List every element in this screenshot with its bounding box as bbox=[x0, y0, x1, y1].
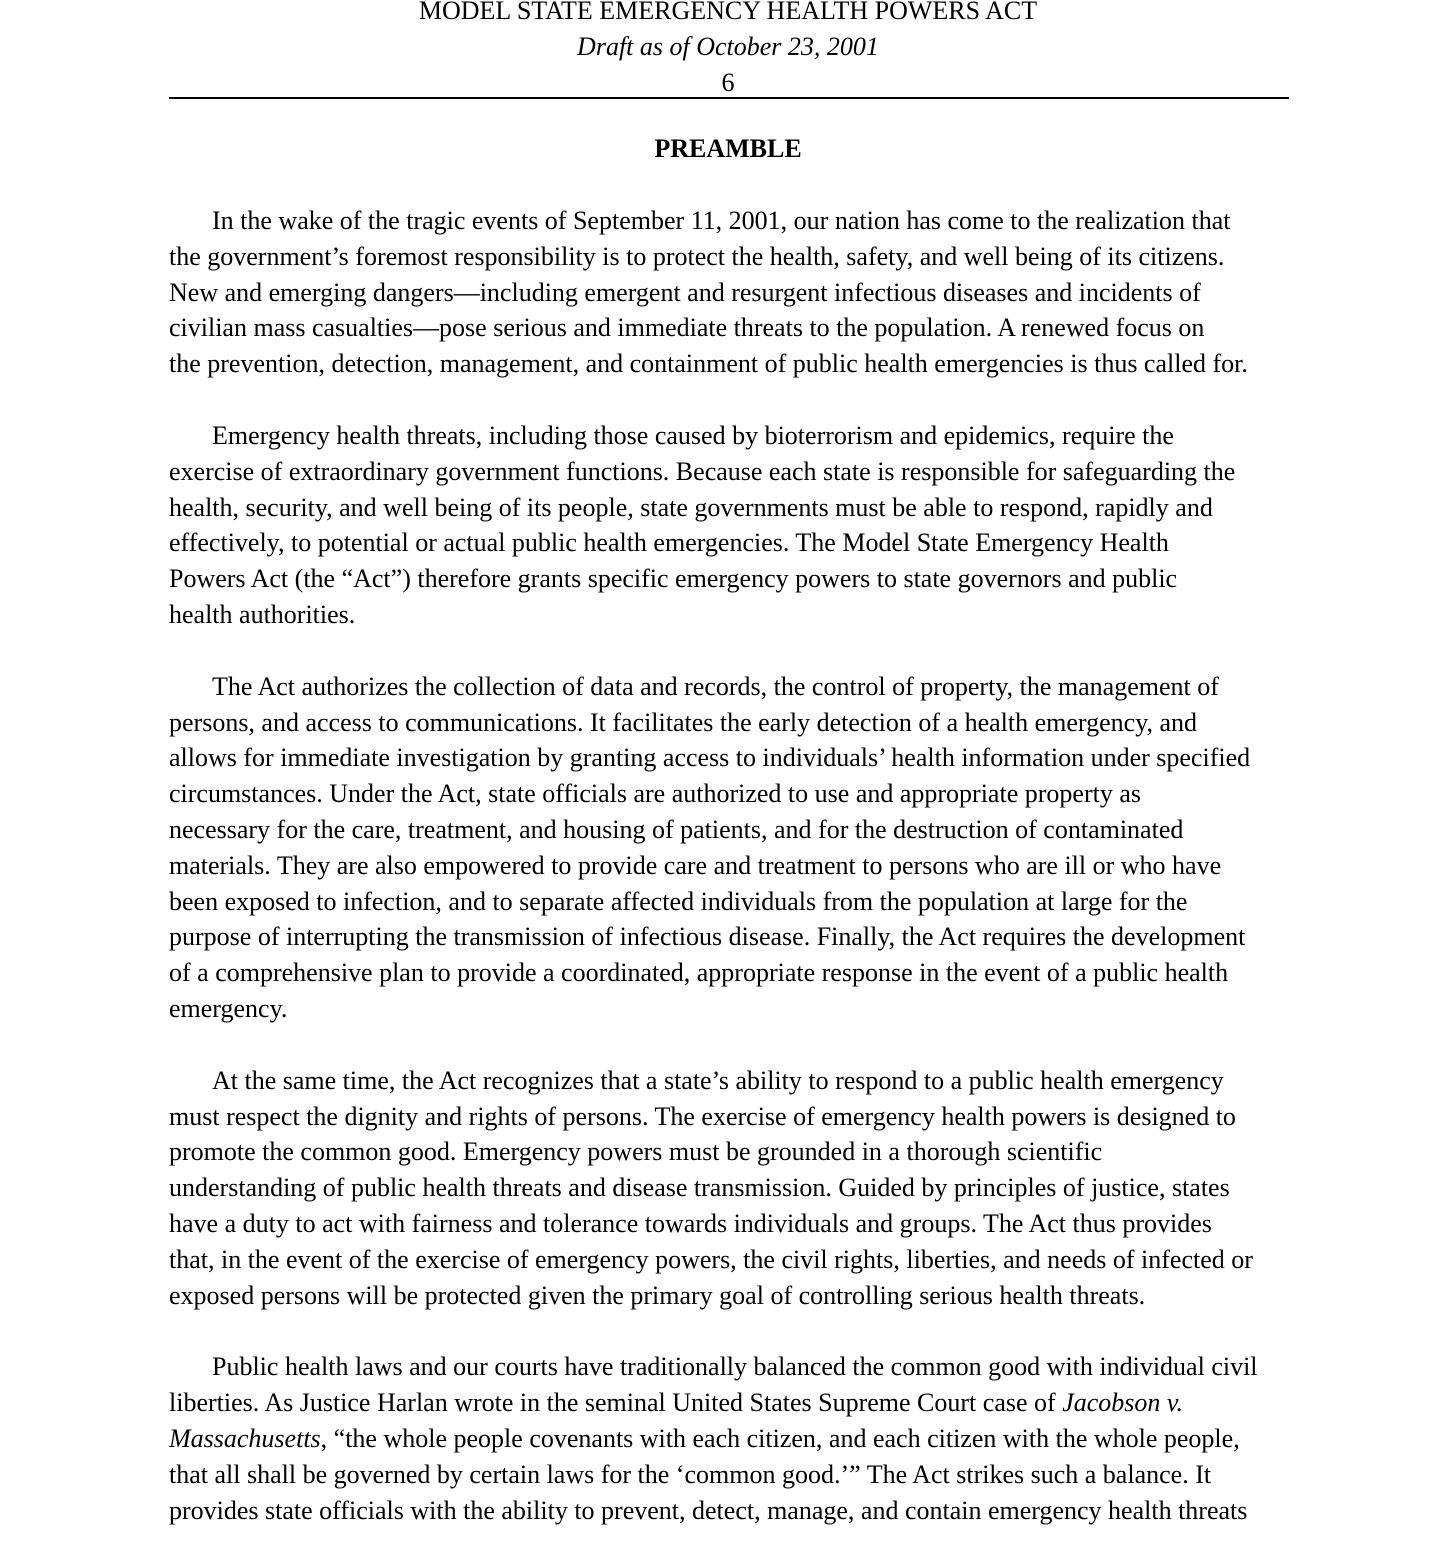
text-line: Public health laws and our courts have traditionally balanced the common good with individual civil bbox=[212, 1352, 1258, 1382]
text-line: persons, and access to communications. It facilitates the early detection of a health emergency, and bbox=[169, 707, 1198, 737]
text-line: The Act authorizes the collection of data and records, the control of property, the management of bbox=[212, 671, 1219, 701]
text-line: In the wake of the tragic events of September 11, 2001, our nation has come to the realization that bbox=[212, 206, 1231, 235]
text-line: Emergency health threats, including those caused by bioterrorism and epidemics, require the bbox=[212, 420, 1174, 450]
paragraph bbox=[169, 1349, 1384, 1528]
text-line bbox=[169, 1421, 1384, 1457]
document-title: MODEL STATE EMERGENCY HEALTH POWERS ACT bbox=[418, 0, 1038, 25]
case-citation: Jacobson v. bbox=[1062, 1388, 1183, 1418]
text-line: emergency. bbox=[169, 993, 288, 1023]
text-line: the government’s foremost responsibility is to protect the health, safety, and well being of its citizens. bbox=[169, 241, 1225, 271]
preamble-body bbox=[169, 203, 1384, 1564]
case-citation: Massachusetts bbox=[169, 1423, 321, 1453]
draft-date: Draft as of October 23, 2001 bbox=[577, 32, 879, 61]
paragraph bbox=[169, 669, 1384, 1027]
text-fragment: , “the whole people covenants with each citizen, and each citizen with the whole people, bbox=[320, 1423, 1240, 1453]
text-line bbox=[169, 1385, 1384, 1421]
text-fragment: liberties. As Justice Harlan wrote in the seminal United States Supreme Court case of bbox=[169, 1388, 1063, 1418]
text-line: civilian mass casualties—pose serious and immediate threats to the population. A renewed focus on bbox=[169, 313, 1205, 343]
text-line: have a duty to act with fairness and tolerance towards individuals and groups. The Act thus provides bbox=[169, 1208, 1212, 1238]
paragraph bbox=[169, 1063, 1384, 1314]
header-divider bbox=[169, 97, 1289, 99]
text-line: that, in the event of the exercise of emergency powers, the civil rights, liberties, and needs of infected or bbox=[169, 1244, 1253, 1274]
text-line: health, security, and well being of its people, state governments must be able to respond, rapidly and bbox=[169, 492, 1213, 522]
text-line: purpose of interrupting the transmission of infectious disease. Finally, the Act requires the development bbox=[169, 922, 1246, 952]
text-line: exposed persons will be protected given the primary goal of controlling serious health threats. bbox=[169, 1280, 1146, 1310]
text-line: understanding of public health threats and disease transmission. Guided by principles of justice, states bbox=[169, 1173, 1230, 1203]
section-heading: PREAMBLE bbox=[654, 134, 802, 163]
text-line: of a comprehensive plan to provide a coordinated, appropriate response in the event of a public health bbox=[169, 958, 1229, 988]
text-line: At the same time, the Act recognizes that a state’s ability to respond to a public health emergency bbox=[212, 1065, 1224, 1095]
paragraph bbox=[169, 203, 1384, 382]
text-line: provides state officials with the ability to prevent, detect, manage, and contain emergency health threats bbox=[169, 1495, 1248, 1525]
text-line: allows for immediate investigation by granting access to individuals’ health information under specified bbox=[169, 743, 1251, 773]
text-line: promote the common good. Emergency powers must be grounded in a thorough scientific bbox=[169, 1137, 1103, 1167]
text-line: effectively, to potential or actual public health emergencies. The Model State Emergency Health bbox=[169, 528, 1169, 558]
text-line: health authorities. bbox=[169, 599, 356, 629]
text-line: that all shall be governed by certain laws for the ‘common good.’” The Act strikes such a balance. It bbox=[169, 1459, 1212, 1489]
text-line: necessary for the care, treatment, and housing of patients, and for the destruction of contaminated bbox=[169, 814, 1184, 844]
text-line: the prevention, detection, management, and containment of public health emergencies is thus called for. bbox=[169, 349, 1248, 379]
text-line: materials. They are also empowered to provide care and treatment to persons who are ill or who have bbox=[169, 850, 1222, 880]
text-line: been exposed to infection, and to separate affected individuals from the population at large for the bbox=[169, 886, 1188, 916]
text-line: Powers Act (the “Act”) therefore grants specific emergency powers to state governors and public bbox=[169, 564, 1178, 594]
text-line: circumstances. Under the Act, state officials are authorized to use and appropriate property as bbox=[169, 779, 1141, 809]
text-line: must respect the dignity and rights of persons. The exercise of emergency health powers is designed to bbox=[169, 1101, 1236, 1131]
paragraph bbox=[169, 418, 1384, 633]
page-number: 6 bbox=[721, 68, 735, 97]
text-line: New and emerging dangers—including emergent and resurgent infectious diseases and incidents of bbox=[169, 277, 1201, 307]
text-line: exercise of extraordinary government functions. Because each state is responsible for safeguarding the bbox=[169, 456, 1236, 486]
